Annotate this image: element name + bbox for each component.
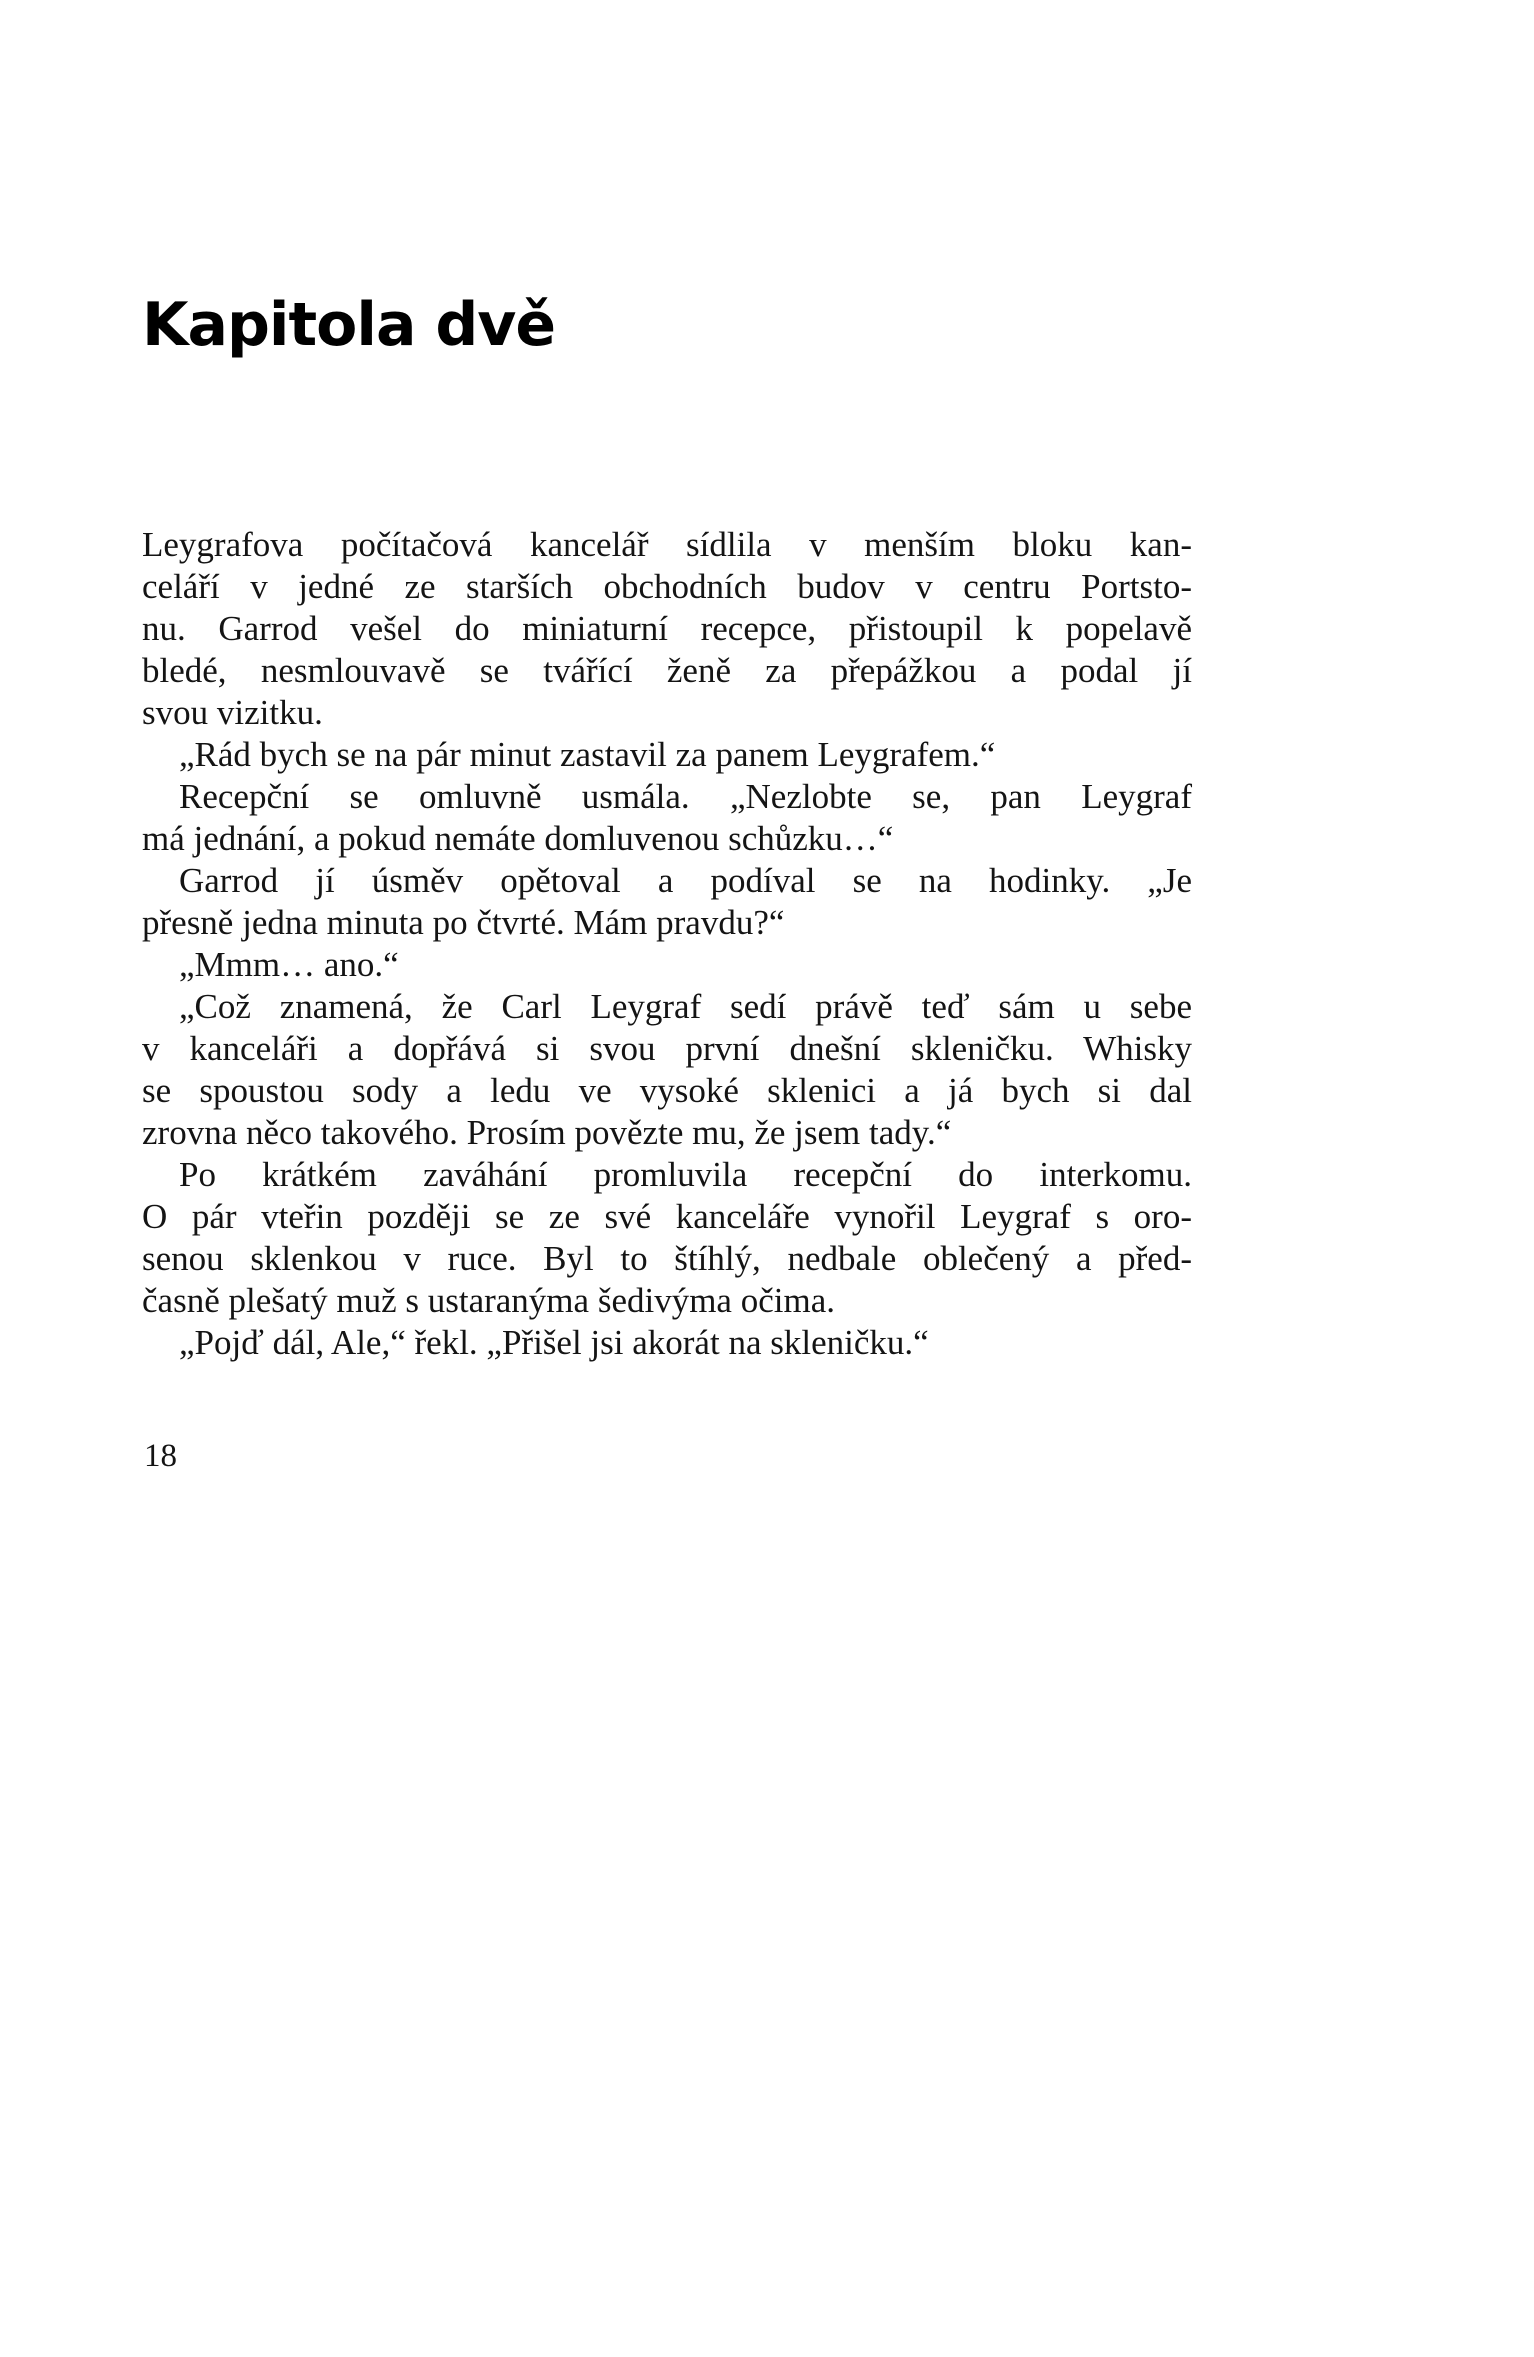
chapter-title: Kapitola dvě <box>142 290 556 360</box>
body-line: časně plešatý muž s ustaranýma šedivýma očima. <box>142 1281 835 1320</box>
body-line: senou sklenkou v ruce. Byl to štíhlý, nedbale oblečený a před- <box>142 1239 1192 1278</box>
body-text <box>142 524 1192 1364</box>
body-line: bledé, nesmlouvavě se tvářící ženě za přepážkou a podal jí <box>142 651 1192 690</box>
body-line: „Pojď dál, Ale,“ řekl. „Přišel jsi akorát na skleničku.“ <box>179 1323 929 1362</box>
body-line: Po krátkém zaváhání promluvila recepční do interkomu. <box>179 1155 1192 1194</box>
body-line: svou vizitku. <box>142 693 323 732</box>
body-line: nu. Garrod vešel do miniaturní recepce, přistoupil k popelavě <box>142 609 1192 648</box>
body-line: „Rád bych se na pár minut zastavil za panem Leygrafem.“ <box>179 735 996 774</box>
body-line: Garrod jí úsměv opětoval a podíval se na hodinky. „Je <box>179 861 1192 900</box>
body-line: přesně jedna minuta po čtvrté. Mám pravdu?“ <box>142 903 785 942</box>
body-line: „Mmm… ano.“ <box>179 945 399 984</box>
body-line: se spoustou sody a ledu ve vysoké sklenici a já bych si dal <box>142 1071 1192 1110</box>
body-line: zrovna něco takového. Prosím povězte mu, že jsem tady.“ <box>142 1113 952 1152</box>
body-line: Recepční se omluvně usmála. „Nezlobte se, pan Leygraf <box>179 777 1192 816</box>
body-line: má jednání, a pokud nemáte domluvenou schůzku…“ <box>142 819 894 858</box>
body-line: Leygrafova počítačová kancelář sídlila v menším bloku kan- <box>142 525 1192 564</box>
page-number: 18 <box>144 1438 177 1474</box>
body-line: O pár vteřin později se ze své kanceláře vynořil Leygraf s oro- <box>142 1197 1192 1236</box>
body-line: celáří v jedné ze starších obchodních budov v centru Portsto- <box>142 567 1192 606</box>
body-line: v kanceláři a dopřává si svou první dnešní skleničku. Whisky <box>142 1029 1192 1068</box>
body-line: „Což znamená, že Carl Leygraf sedí právě teď sám u sebe <box>179 987 1192 1026</box>
